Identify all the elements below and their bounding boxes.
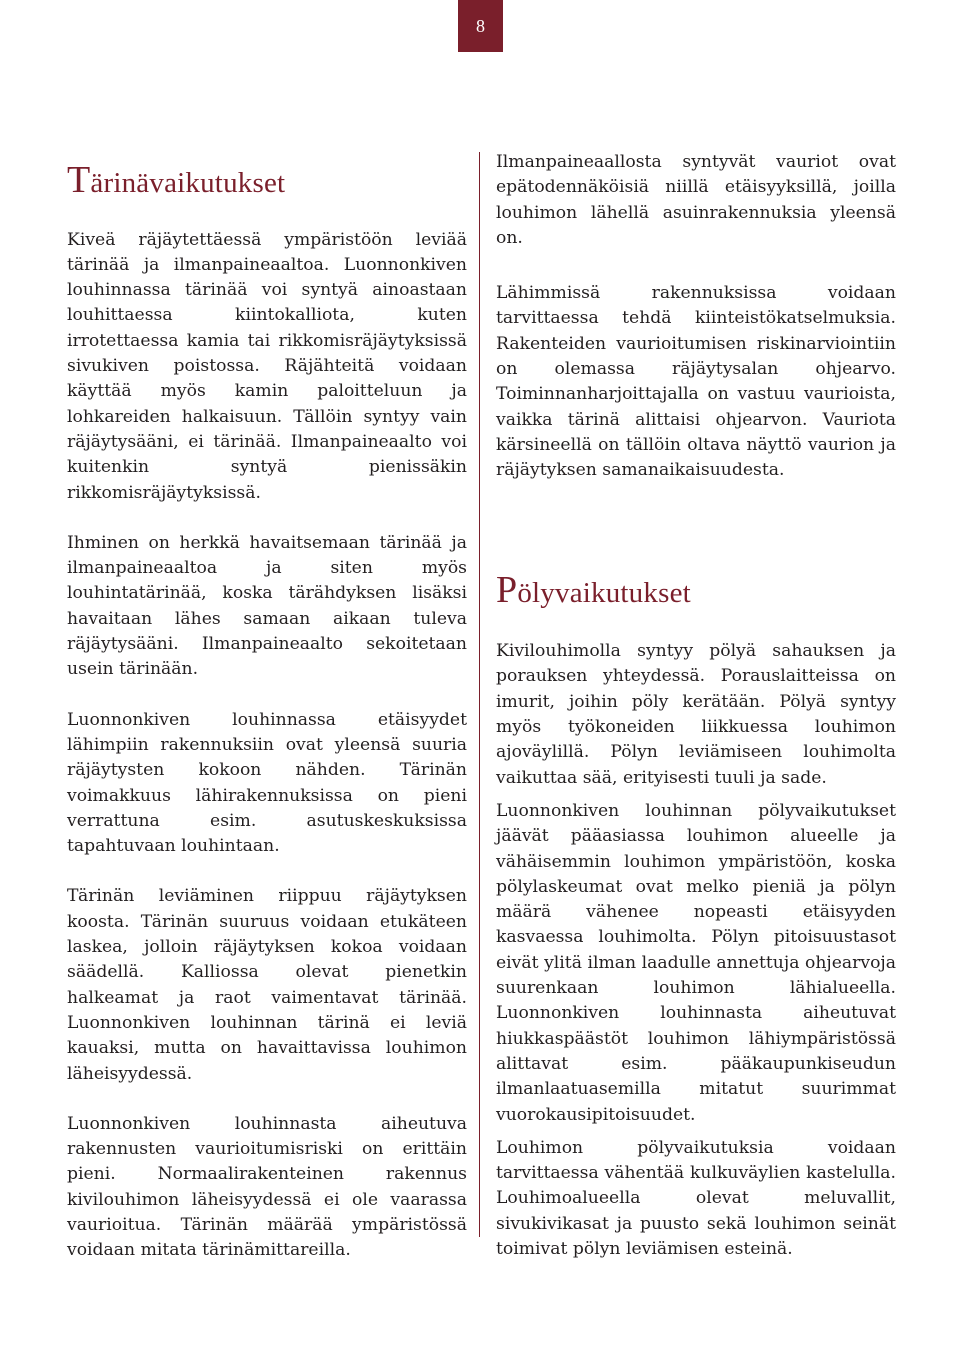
paragraph: Kiveä räjäytettäessä ympäristöön leviää tärinää ja ilmanpaineaaltoa. Luonnonkiven louhinnassa tärinää voi syntyä ainoastaan louhittaessa kiintokalliota, kuten irrotettaessa kamia tai rikkomisräjäytyksissä sivukiven poistossa. Räjähteitä voidaan käyttää myös kamin paloitteluun ja lohkareiden halkaisuun. Tällöin syntyy vain räjäytysääni, ei tärinää. Ilmanpaineaalto voi kuitenkin syntyä pienissäkin rikkomisräjäytyksissä. [67,229,467,503]
heading-rest: ölyvaikutukset [517,576,691,609]
page-number-text: 8 [476,15,485,36]
column-divider [479,152,480,1237]
right-column [496,150,896,1262]
heading-polyvaikutukset [496,568,896,614]
paragraph: Ilmanpaineaallosta syntyvät vauriot ovat epätodennäköisiä niillä etäisyyksillä, joilla louhimon lähellä asuinrakennuksia yleensä on. [496,152,896,248]
paragraph: Ihminen on herkkä havaitsemaan tärinää ja ilmanpaineaaltoa ja siten myös louhintatärinää, koska tärähdyksen lisäksi havaitaan lähes samaan aikaan tuleva räjäytysääni. Ilmanpaineaalto sekoitetaan usein tärinään. [67,532,467,680]
paragraph: Luonnonkiven louhinnasta aiheutuva rakennusten vaurioitumisriski on erittäin pieni. Normaalirakenteinen rakennus kivilouhimon läheisyydessä ei ole vaarassa vaurioitua. Tärinän määrää ympäristössä voidaan mitata tärinämittareilla. [67,1113,467,1261]
paragraph: Louhimon pölyvaikutuksia voidaan tarvittaessa vähentää kulkuväylien kastelulla. Louhimoalueella olevat meluvallit, sivukivikasat ja puusto sekä louhimon seinät toimivat pölyn leviämisen esteinä. [496,1137,896,1259]
heading-initial: P [496,568,518,611]
paragraph: Tärinän leviäminen riippuu räjäytyksen koosta. Tärinän suuruus voidaan etukäteen laskea, jolloin räjäytyksen kokoa voidaan säädellä. Kalliossa olevat pienetkin halkeamat ja raot vaimentavat tärinää. Luonnonkiven louhinnan tärinä ei leviä kauaksi, mutta on havaittavissa louhimon läheisyydessä. [67,886,467,1084]
heading-rest: ärinävaikutukset [90,167,286,199]
left-column [67,150,467,1264]
paragraph: Luonnonkiven louhinnassa etäisyydet lähimpiin rakennuksiin ovat yleensä suuria räjäytysten kokoon nähden. Tärinän voimakkuus lähirakennuksissa on pieni verrattuna esim. asutuskeskuksissa tapahtuvaan louhintaan. [67,709,467,857]
page-number [458,0,503,52]
paragraph: Luonnonkiven louhinnan pölyvaikutukset jäävät pääasiassa louhimon alueelle ja vähäisemmin louhimon ympäristöön, koska pölylaskeumat ovat melko pieniä ja pölyn määrä vähenee nopeasti etäisyyden kasvaessa louhimolta. Pölyn pitoisuustasot eivät ylitä ilman laadulle annettuja ohjearvoja suurenkaan louhimon lähialueella. Luonnonkiven louhinnasta aiheutuvat hiukkaspäästöt louhimon lähiympäristössä alittavat esim. pääkaupunkiseudun ilmanlaatuasemilla mitatut suurimmat vuorokausipitoisuudet. [496,800,896,1125]
heading-initial: T [67,159,91,201]
paragraph: Lähimmissä rakennuksissa voidaan tarvittaessa tehdä kiinteistökatselmuksia. Rakenteiden vaurioitumisen riskinarviointiin on olemassa räjäytysalan ohjearvo. Toiminnanharjoittajalla on vastuu vaurioista, vaikka tärinä alittaisi ohjearvon. Vauriota kärsineellä on tällöin oltava näyttö vaurion ja räjäytyksen samanaikaisuudesta. [496,283,896,481]
paragraph: Kivilouhimolla syntyy pölyä sahauksen ja porauksen yhteydessä. Porauslaitteissa on imurit, joihin pöly kerätään. Pölyä syntyy myös työkoneiden liikkuessa louhimon ajoväylillä. Pölyn leviämiseen louhimolta vaikuttaa sää, erityisesti tuuli ja sade. [496,641,896,788]
heading-tarinavaikutukset [67,158,467,204]
